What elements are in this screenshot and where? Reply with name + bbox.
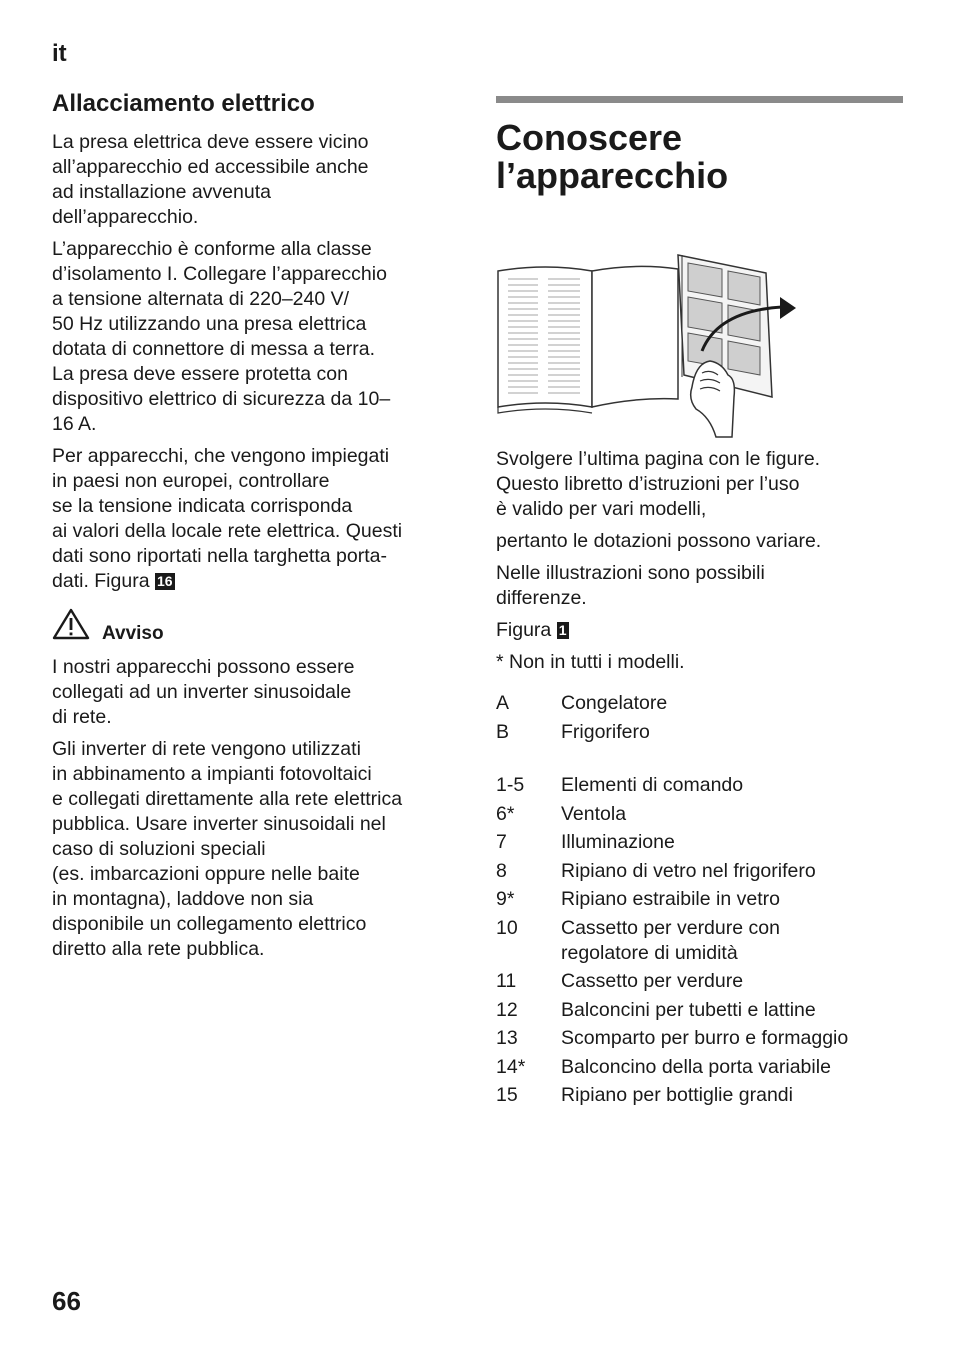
legend-item bbox=[496, 1026, 906, 1051]
legend-label: Ripiano di vetro nel frigorifero bbox=[561, 859, 816, 882]
legend-label: Balconcini per tubetti e lattine bbox=[561, 998, 816, 1021]
figure-reference-1: 1 bbox=[558, 622, 567, 638]
language-code: it bbox=[52, 40, 67, 67]
legend-key: 8 bbox=[496, 859, 507, 882]
paragraph-illustrations-differ: Nelle illustrazioni sono possibili differenze. bbox=[496, 562, 765, 609]
legend-label: Scomparto per burro e formaggio bbox=[561, 1027, 849, 1049]
paragraph-non-eu-countries bbox=[52, 444, 457, 594]
legend-item bbox=[496, 802, 906, 827]
figure-reference-16: 16 bbox=[156, 573, 173, 589]
legend-item bbox=[496, 1083, 906, 1108]
paragraph-figure-ref bbox=[496, 618, 906, 643]
legend-key: 7 bbox=[496, 831, 507, 853]
legend-key: A bbox=[496, 692, 510, 714]
legend-label: Elementi di comando bbox=[561, 774, 744, 796]
legend-label: Ripiano per bottiglie grandi bbox=[561, 1084, 793, 1106]
paragraph-inverter: I nostri apparecchi possono essere collegati ad un inverter sinusoidale di rete. bbox=[52, 656, 355, 728]
legend-compartments bbox=[496, 691, 906, 745]
section-heading-electrical: Allacciamento elettrico bbox=[52, 90, 315, 117]
legend-label: Ripiano estraibile in vetro bbox=[561, 888, 780, 910]
legend-key: 6* bbox=[496, 802, 515, 825]
legend-label: Cassetto per verdure con regolatore di umidità bbox=[561, 916, 780, 964]
legend-label: Ventola bbox=[561, 802, 627, 825]
legend-label: Congelatore bbox=[561, 692, 668, 714]
paragraph-grid-inverter: Gli inverter di rete vengono utilizzati in abbinamento a impianti fotovoltaici e collegati direttamente alla rete elettrica pubblica. Usare inverter sinusoidali nel caso di soluzioni speciali (es. imbarcazioni oppure nelle baite in montagna), laddove non sia disponibile un collegamento elettrico diretto alla rete pubblica. bbox=[52, 738, 403, 960]
paragraph-socket: La presa elettrica deve essere vicino all’apparecchio ed accessibile anche ad installazione avvenuta dell’apparecchio. bbox=[52, 131, 369, 228]
legend-key: B bbox=[496, 720, 510, 743]
legend-key: 10 bbox=[496, 916, 518, 939]
legend-item bbox=[496, 830, 906, 855]
legend-item bbox=[496, 691, 906, 716]
warning-title: Avviso bbox=[102, 623, 164, 644]
legend-label: Frigorifero bbox=[561, 720, 650, 743]
legend-key: 15 bbox=[496, 1084, 518, 1106]
legend-item bbox=[496, 969, 906, 994]
right-column bbox=[496, 96, 906, 1112]
legend-key: 13 bbox=[496, 1027, 518, 1049]
page-number: 66 bbox=[52, 1286, 81, 1316]
section-rule bbox=[496, 96, 903, 103]
figure-label: Figura bbox=[496, 619, 557, 641]
paragraph-not-all-models: * Non in tutti i modelli. bbox=[496, 651, 685, 673]
legend-key: 1-5 bbox=[496, 774, 525, 796]
paragraph-equipment-vary: pertanto le dotazioni possono variare. bbox=[496, 530, 822, 552]
legend-item bbox=[496, 773, 906, 798]
legend-components bbox=[496, 773, 906, 1108]
warning-block bbox=[52, 608, 457, 645]
legend-key: 9* bbox=[496, 888, 515, 910]
paragraph-non-eu-text: Per apparecchi, che vengono impiegati in paesi non europei, controllare se la tensione indicata corrisponda ai valori della locale rete elettrica. Questi dati sono riportati nella targhetta porta- dati. Figura bbox=[52, 445, 403, 592]
legend-key: 11 bbox=[496, 970, 517, 992]
legend-label: Balconcino della porta variabile bbox=[561, 1055, 831, 1078]
legend-key: 12 bbox=[496, 998, 518, 1021]
left-column bbox=[52, 88, 457, 969]
legend-key: 14* bbox=[496, 1055, 526, 1078]
legend-label: Illuminazione bbox=[561, 831, 675, 853]
legend-label: Cassetto per verdure bbox=[561, 970, 744, 992]
paragraph-insulation-class: L’apparecchio è conforme alla classe d’isolamento I. Collegare l’apparecchio a tensione alternata di 220–240 V/ 50 Hz utilizzando una presa elettrica dotata di connettore di messa a terra. La presa deve essere protetta con dispositivo elettrico di sicurezza da 10– 16 A. bbox=[52, 238, 391, 435]
warning-triangle-icon bbox=[52, 608, 90, 645]
legend-item bbox=[496, 720, 906, 745]
legend-item bbox=[496, 887, 906, 912]
paragraph-unfold-page: Svolgere l’ultima pagina con le figure. Questo libretto d’istruzioni per l’uso è valido per vari modelli, bbox=[496, 448, 821, 520]
unfold-page-illustration bbox=[496, 247, 796, 441]
legend-item bbox=[496, 859, 906, 884]
legend-item bbox=[496, 998, 906, 1023]
section-title-know-appliance: Conoscere l’apparecchio bbox=[496, 117, 729, 196]
legend-item bbox=[496, 1055, 906, 1080]
legend-item bbox=[496, 916, 906, 966]
